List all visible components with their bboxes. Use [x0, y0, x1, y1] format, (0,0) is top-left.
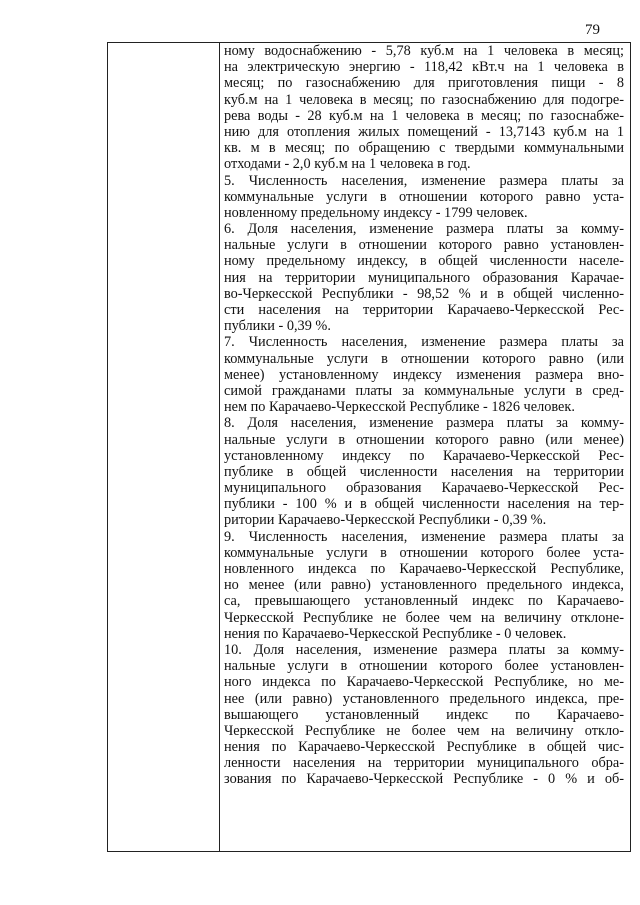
- text-line: но менее (или равно) установленного предельного индекса,: [224, 577, 624, 594]
- text-line: публике в общей численности населения на территории: [224, 463, 624, 480]
- text-line: вышающего установленный индекс по Карачаево-: [224, 706, 624, 723]
- text-line: новленному предельному индексу - 1799 человек.: [224, 204, 528, 221]
- text-line: новленного индекса по Карачаево-Черкесской Республике,: [224, 561, 624, 577]
- text-line: нию для отопления жилых помещений - 13,7143 куб.м на 1: [224, 123, 624, 140]
- text-line: са, превышающего установленный индекс по Карачаево-: [224, 593, 624, 610]
- text-line: во-Черкесской Республики - 98,52 % и в общей численно-: [224, 285, 624, 302]
- text-line: ния на территории муниципального образования Карачае-: [224, 269, 624, 286]
- text-line: ному предельному индексу, в общей численности населе-: [224, 253, 624, 270]
- text-line: установленному индексу по Карачаево-Черкесской Рес-: [224, 447, 624, 464]
- text-line: публики - 100 % и в общей численности населения на тер-: [224, 496, 624, 513]
- text-line: нальные услуги в отношении которого равно установлен-: [224, 237, 624, 254]
- text-line: нальные услуги в отношении которого равно (или менее): [224, 431, 624, 448]
- text-line: ленности населения на территории муниципального обра-: [224, 755, 624, 772]
- text-line: 9. Численность населения, изменение размера платы за: [224, 528, 624, 545]
- document-table: [107, 42, 631, 852]
- text-line: нения по Карачаево-Черкесской Республике - 0 человек.: [224, 625, 567, 642]
- page-number: 79: [585, 22, 600, 38]
- text-line: Черкесской Республике не более чем на величину откло-: [224, 722, 624, 739]
- text-line: 6. Доля населения, изменение размера платы за комму-: [224, 221, 624, 238]
- text-line: ного индекса по Карачаево-Черкесской Республике, но ме-: [224, 674, 624, 691]
- text-line: отходами - 2,0 куб.м на 1 человека в год.: [224, 156, 471, 173]
- text-line: рева воды - 28 куб.м на 1 человека в месяц; по газоснабже-: [224, 107, 624, 124]
- text-line: нем по Карачаево-Черкесской Республике - 1826 человек.: [224, 399, 575, 416]
- text-line: коммунальные услуги в отношении которого равно уста-: [224, 188, 624, 205]
- text-line: нения по Карачаево-Черкесской Республике в общей чис-: [224, 739, 624, 756]
- table-text-column: [224, 43, 624, 851]
- text-line: кв. м в месяц; по обращению с твердыми коммунальными: [224, 140, 624, 157]
- text-line: публики - 0,39 %.: [224, 318, 331, 335]
- text-line: месяц; по газоснабжению для приготовления пищи - 8: [224, 75, 624, 92]
- text-line: 8. Доля населения, изменение размера платы за комму-: [224, 415, 624, 432]
- text-line: менее) установленному индексу изменения размера вно-: [224, 366, 624, 383]
- table-left-column: [108, 43, 220, 851]
- text-line: ритории Карачаево-Черкесской Республики - 0,39 %.: [224, 512, 547, 529]
- text-line: 5. Численность населения, изменение размера платы за: [224, 172, 624, 189]
- text-line: ному водоснабжению - 5,78 куб.м на 1 человека в месяц;: [224, 43, 624, 59]
- text-line: сти населения на территории Карачаево-Черкесской Рес-: [224, 302, 624, 318]
- text-line: нальные услуги в отношении которого более установлен-: [224, 658, 624, 675]
- text-line: коммунальные услуги в отношении которого равно (или: [224, 350, 624, 367]
- text-line: 10. Доля населения, изменение размера платы за комму-: [224, 641, 624, 658]
- text-line: 7. Численность населения, изменение размера платы за: [224, 334, 624, 351]
- text-line: симой гражданами платы за коммунальные услуги в сред-: [224, 382, 624, 399]
- text-line: коммунальные услуги в отношении которого более уста-: [224, 544, 624, 561]
- text-line: куб.м на 1 человека в месяц; по газоснабжению для подогре-: [224, 91, 624, 108]
- text-line: зования по Карачаево-Черкесской Республике - 0 % и об-: [224, 771, 624, 788]
- text-line: нее (или равно) установленного предельного индекса, пре-: [224, 690, 624, 707]
- text-line: Черкесской Республике не более чем на величину отклоне-: [224, 609, 624, 626]
- text-line: муниципального образования Карачаево-Черкесской Рес-: [224, 480, 624, 497]
- text-line: на электрическую энергию - 118,42 кВт.ч на 1 человека в: [224, 59, 624, 76]
